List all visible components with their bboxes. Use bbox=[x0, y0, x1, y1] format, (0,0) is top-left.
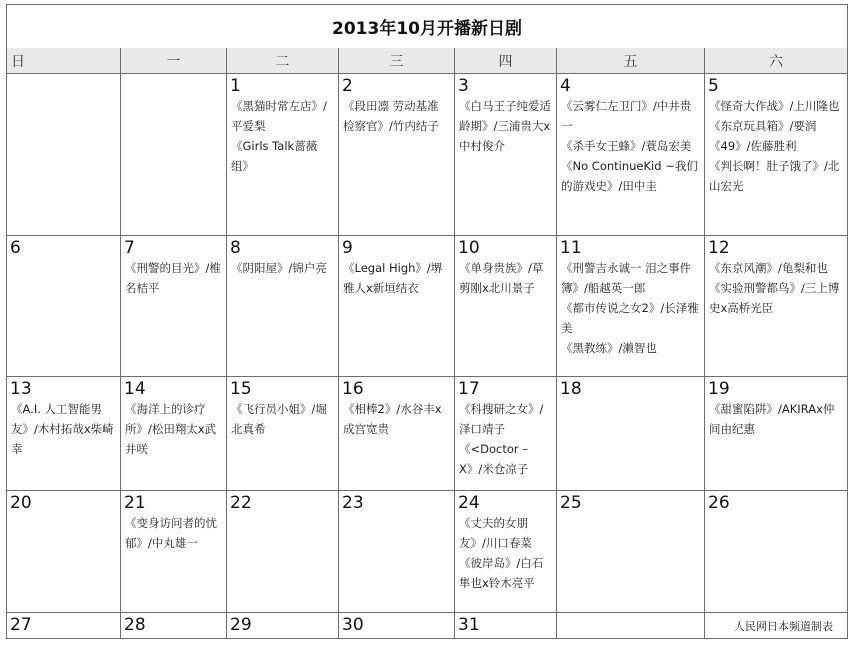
drama-entry: 《刑警吉永诚一 泪之事件簿》/船越英一郎 bbox=[561, 261, 692, 295]
drama-entry: 《黑猫时常左店》/平爱梨 bbox=[231, 99, 327, 133]
drama-entry: 《Girls Talk蔷薇组》 bbox=[231, 139, 318, 173]
day-cell bbox=[455, 377, 557, 491]
day-cell bbox=[121, 74, 227, 236]
day-cell bbox=[455, 491, 557, 613]
day-number: 19 bbox=[708, 379, 730, 399]
drama-entry: 《白马王子纯爱适龄期》/三浦贵大x中村俊介 bbox=[459, 99, 551, 153]
day-number: 10 bbox=[458, 238, 480, 258]
drama-entry: 《刑警的目光》/椎名桔平 bbox=[125, 261, 221, 295]
drama-entry: 《飞行员小姐》/堀北真希 bbox=[231, 402, 327, 436]
day-cell bbox=[7, 613, 121, 638]
drama-entry: 《东京风潮》/龟梨和也 bbox=[709, 261, 828, 275]
day-cell bbox=[227, 74, 339, 236]
day-number: 23 bbox=[342, 493, 364, 513]
drama-entry: 《49》/佐藤胜利 bbox=[709, 139, 797, 153]
day-cell bbox=[227, 377, 339, 491]
day-number: 3 bbox=[458, 76, 469, 96]
day-cell bbox=[227, 236, 339, 377]
drama-entry: 《段田凛 劳动基准检察官》/竹内结子 bbox=[343, 99, 439, 133]
day-number: 12 bbox=[708, 238, 730, 258]
drama-entry: 《丈夫的女朋友》/川口春菜 bbox=[459, 516, 532, 550]
day-number: 5 bbox=[708, 76, 719, 96]
weekday-header: 四 bbox=[455, 48, 557, 74]
drama-entry: 《单身贵族》/草剪刚x北川景子 bbox=[459, 261, 544, 295]
day-cell bbox=[339, 491, 455, 613]
weekday-header: 三 bbox=[339, 48, 455, 74]
day-cell bbox=[7, 236, 121, 377]
day-cell bbox=[121, 613, 227, 638]
day-cell bbox=[227, 613, 339, 638]
day-number: 25 bbox=[560, 493, 582, 513]
drama-entry: 《彼岸岛》/白石隼也x铃木亮平 bbox=[459, 556, 544, 590]
day-cell bbox=[455, 236, 557, 377]
calendar-title: 2013年10月开播新日剧 bbox=[7, 5, 847, 49]
drama-entry: 《杀手女王蜂》/蓑岛宏美 bbox=[561, 139, 692, 153]
calendar-table bbox=[6, 4, 848, 639]
drama-entry: 《No ContinueKid ~我们的游戏史》/田中圭 bbox=[561, 159, 698, 193]
day-number: 2 bbox=[342, 76, 353, 96]
day-cell bbox=[557, 491, 705, 613]
drama-entry: 《实验刑警都鸟》/三上博史x高桥光臣 bbox=[709, 281, 840, 315]
day-number: 14 bbox=[124, 379, 146, 399]
drama-entry: 《甜蜜陷阱》/AKIRAx仲间由纪惠 bbox=[709, 402, 835, 436]
day-cell bbox=[557, 377, 705, 491]
day-cell bbox=[121, 377, 227, 491]
weekday-header: 六 bbox=[705, 48, 847, 74]
day-cell bbox=[121, 491, 227, 613]
weekday-header: 五 bbox=[557, 48, 705, 74]
day-number: 15 bbox=[230, 379, 252, 399]
day-cell bbox=[455, 74, 557, 236]
drama-entry: 《Legal High》/堺雅人x新垣结衣 bbox=[343, 261, 443, 295]
drama-entry: 《海洋上的诊疗所》/松田翔太x武井咲 bbox=[125, 402, 217, 456]
day-number: 29 bbox=[230, 615, 252, 635]
day-number: 27 bbox=[10, 615, 32, 635]
day-cell bbox=[121, 236, 227, 377]
drama-entry: 《<Doctor – X》/米仓凉子 bbox=[459, 442, 529, 476]
drama-entry: 《都市传说之女2》/长泽雅美 bbox=[561, 301, 699, 335]
day-cell bbox=[557, 613, 705, 638]
day-cell bbox=[705, 377, 847, 491]
source-credit: 人民网日本频道制表 bbox=[734, 620, 833, 633]
day-cell bbox=[557, 236, 705, 377]
drama-entry: 《科搜研之女》/泽口靖子 bbox=[459, 402, 544, 436]
day-cell bbox=[705, 236, 847, 377]
weekday-header: 二 bbox=[227, 48, 339, 74]
day-cell bbox=[339, 613, 455, 638]
day-number: 13 bbox=[10, 379, 32, 399]
day-number: 17 bbox=[458, 379, 480, 399]
drama-entry: 《黑教练》/濑智也 bbox=[561, 341, 657, 355]
day-number: 9 bbox=[342, 238, 353, 258]
day-cell bbox=[705, 491, 847, 613]
day-number: 8 bbox=[230, 238, 241, 258]
drama-entry: 《云雾仁左卫门》/中井贵一 bbox=[561, 99, 692, 133]
day-cell bbox=[339, 74, 455, 236]
day-number: 24 bbox=[458, 493, 480, 513]
day-number: 28 bbox=[124, 615, 146, 635]
day-number: 31 bbox=[458, 615, 480, 635]
drama-entry: 《A.I. 人工智能男友》/木村拓哉x柴崎幸 bbox=[11, 402, 114, 456]
drama-entry: 《变身访问者的忧郁》/中丸雄一 bbox=[125, 516, 217, 550]
weekday-header: 一 bbox=[121, 48, 227, 74]
day-cell bbox=[339, 236, 455, 377]
drama-entry: 《相棒2》/水谷丰x成宫宽贵 bbox=[343, 402, 442, 436]
drama-entry: 《阴阳屋》/锦户亮 bbox=[231, 261, 327, 275]
day-cell bbox=[455, 613, 557, 638]
drama-entry: 《东京玩具箱》/要润 bbox=[709, 119, 817, 133]
day-cell bbox=[7, 491, 121, 613]
day-number: 20 bbox=[10, 493, 32, 513]
day-number: 6 bbox=[10, 238, 21, 258]
drama-entry: 《怪奇大作战》/上川隆也 bbox=[709, 99, 840, 113]
day-number: 7 bbox=[124, 238, 135, 258]
day-number: 21 bbox=[124, 493, 146, 513]
weekday-header: 日 bbox=[7, 48, 121, 74]
day-number: 30 bbox=[342, 615, 364, 635]
day-cell bbox=[7, 377, 121, 491]
day-cell bbox=[7, 74, 121, 236]
day-number: 18 bbox=[560, 379, 582, 399]
day-number: 11 bbox=[560, 238, 582, 258]
day-number: 26 bbox=[708, 493, 730, 513]
drama-entry: 《判长啊！肚子饿了》/北山宏光 bbox=[709, 159, 840, 193]
day-number: 1 bbox=[230, 76, 241, 96]
day-number: 22 bbox=[230, 493, 252, 513]
day-cell bbox=[557, 74, 705, 236]
day-cell bbox=[339, 377, 455, 491]
day-cell bbox=[705, 74, 847, 236]
day-number: 4 bbox=[560, 76, 571, 96]
day-number: 16 bbox=[342, 379, 364, 399]
day-cell bbox=[227, 491, 339, 613]
